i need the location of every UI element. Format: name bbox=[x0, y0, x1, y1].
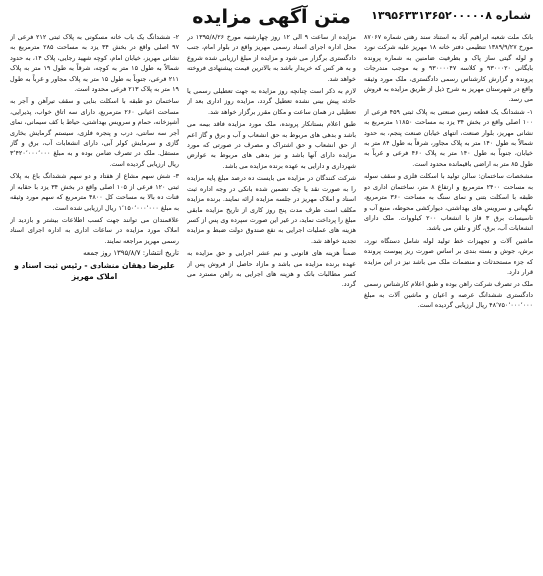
notice-columns bbox=[10, 32, 533, 562]
notice-header bbox=[10, 6, 533, 28]
paragraph: مشخصات ساختمان: سالن تولید با اسکلت فلزی و سقف سوله به مساحت ۲۴۰۰ مترمربع و ارتفاع ۸ متر، ساختمان اداری دو طبقه با اسکلت بتنی و نمای سنگ به مساحت ۳۶۰ مترمربع، نگهبانی و سرویس های بهداشتی، دیوارکشی محوطه، منبع آب و تاسیسات برق ۳ فاز با انشعاب ۲۰۰ کیلووات. ملک دارای انشعابات آب، برق، گاز و تلفن می باشد. bbox=[364, 172, 533, 233]
column-right bbox=[364, 32, 533, 562]
paragraph: ضمناً هزینه های قانونی و نیم عشر اجرایی و حق مزایده به عهده برنده مزایده می باشد و مازاد حاصل از فروش پس از کسر مطالبات بانک و هزینه های اجرایی به راهن مسترد می گردد. bbox=[187, 249, 356, 289]
paragraph: ساختمان دو طبقه با اسکلت بنایی و سقف تیرآهن و آجر به مساحت اعیانی ۲۶۰ مترمربع، دارای سه اتاق خواب، پذیرایی، آشپزخانه، حمام و سرویس بهداشتی، حیاط با کف سیمانی، نمای آجر سه سانتی، درب و پنجره فلزی، سیستم گرمایش بخاری گازی و سرمایش کولر آبی، دارای انشعابات آب، برق و گاز مستقل. ملک در تصرف ضامن بوده و به مبلغ ۳٬۴۲۰٬۰۰۰٬۰۰۰ ریال ارزیابی گردیده است. bbox=[10, 97, 179, 168]
signature-line: علیرضا دهقان منشادی - رئیس ثبت اسناد و املاک مهریز bbox=[14, 261, 175, 282]
paragraph: ۲- ششدانگ یک باب خانه مسکونی به پلاک ثبتی ۲۱۲ فرعی از ۹۷ اصلی واقع در بخش ۳۴ یزد به مساحت ۲۸۵ مترمربع به نشانی مهریز، خیابان امام، کوچه شهید رجایی، پلاک ۱۴، به حدود شمالاً به طول ۱۵ متر به کوچه، شرقاً به طول ۱۹ متر به پلاک ۲۱۱ فرعی، جنوباً به طول ۱۵ متر به پلاک مجاور و غرباً به طول ۱۹ متر به پلاک ۲۱۳ فرعی محدود است. bbox=[10, 33, 179, 94]
paragraph: علاقمندان می توانند جهت کسب اطلاعات بیشتر و بازدید از املاک مورد مزایده در ساعات اداری به اداره اجرای اسناد رسمی مهریز مراجعه نمایند. bbox=[10, 215, 179, 245]
notice-page bbox=[10, 6, 533, 568]
paragraph: مزایده از ساعت ۹ الی ۱۲ روز چهارشنبه مورخ ۱۳۹۵/۸/۲۶ در محل اداره اجرای اسناد رسمی مهریز واقع در بلوار امام، جنب دادگستری برگزار می شود و مزایده از مبلغ ارزیابی شده شروع و به هر کس که خریدار باشد به بالاترین قیمت پیشنهادی فروخته خواهد شد. bbox=[187, 33, 356, 83]
column-left bbox=[10, 32, 179, 562]
paragraph: ماشین آلات و تجهیزات خط تولید لوله شامل دستگاه نورد، برش، جوش و بسته بندی بر اساس صورت ریز پیوست پرونده که جزء مستحدثات و منضمات ملک می باشد نیز در این مزایده قرار دارد. bbox=[364, 236, 533, 276]
paragraph: شرکت کنندگان در مزایده می بایست ده درصد مبلغ پایه مزایده را به صورت نقد یا چک تضمین شده بانکی در وجه اداره ثبت اسناد و املاک مهریز در جلسه مزایده ارائه نمایند. برنده مزایده مکلف است ظرف مدت پنج روز کاری از تاریخ مزایده مابقی مبلغ را پرداخت نماید، در غیر این صورت سپرده وی پس از کسر هزینه های عملیات اجرایی به نفع صندوق دولت ضبط و مزایده تجدید خواهد شد. bbox=[187, 174, 356, 245]
paragraph: ۳- شش سهم مشاع از هفتاد و دو سهم ششدانگ باغ به پلاک ثبتی ۱۲۰ فرعی از ۱۰۵ اصلی واقع در بخش ۳۴ یزد با حقابه از قنات ده بالا به مساحت کل ۴۸۰۰ مترمربع که سهم مورد وثیقه به مبلغ ۱٬۱۵۰٬۰۰۰٬۰۰۰ ریال ارزیابی شده است. bbox=[10, 172, 179, 212]
paragraph: بانک ملت شعبه ابراهیم آباد به استناد سند رهنی شماره ۸۷۰۶۷ مورخ ۱۳۸۹/۹/۲۷ تنظیمی دفتر خانه ۱۸ مهریز علیه شرکت نورد و لوله گیتی ساز پاک و بطرفیت ضامنین به شماره پرونده بایگانی ۹۳۰۰۰۲۰ و کلاسه ۹۳۰۰۰۰۴۷ و به موجب مندرجات پرونده و گزارش کارشناس رسمی دادگستری، ملک مورد وثیقه واقع در شهرستان مهریز به شرح ذیل از طریق مزایده به فروش می رسد. bbox=[364, 33, 533, 104]
paragraph: لازم به ذکر است چنانچه روز مزایده به جهت تعطیلی رسمی یا حادثه پیش بینی نشده تعطیل گردد، مزایده روز اداری بعد از تعطیلی در همان ساعت و مکان مقرر برگزار خواهد شد. bbox=[187, 87, 356, 116]
column-middle bbox=[187, 32, 356, 562]
paragraph: ملک در تصرف شرکت راهن بوده و طبق اعلام کارشناس رسمی دادگستری ششدانگ عرصه و اعیان و ماشین آلات به مبلغ ۴۸٬۷۵۰٬۰۰۰٬۰۰۰ ریال ارزیابی گردیده است. bbox=[364, 280, 533, 310]
paragraph: ۱- ششدانگ یک قطعه زمین صنعتی به پلاک ثبتی ۴۵۹ فرعی از ۱۰۰ اصلی واقع در بخش ۳۴ یزد به مساحت ۱۱۸۵۰ مترمربع به نشانی مهریز، بلوار صنعت، انتهای خیابان صنعت پنجم، به حدود شمالاً به طول ۱۴۰ متر به پلاک مجاور، شرقاً به طول ۸۴ متر به خیابان، جنوباً به طول ۱۴۰ متر به پلاک ۴۶۰ فرعی و غرباً به طول ۸۵ متر به اراضی باقیمانده محدود است. bbox=[364, 107, 533, 168]
notice-title: متن آگهی مزایده bbox=[192, 6, 351, 28]
publish-date: تاریخ انتشار: ۱۳۹۵/۸/۷ روز جمعه bbox=[83, 249, 179, 258]
reference-number: شماره ۱۳۹۵۶۳۳۱۳۶۵۲۰۰۰۰۰۸ bbox=[371, 9, 531, 22]
paragraph: طبق اعلام بستانکار پرونده، ملک مورد مزایده فاقد بیمه می باشد و بدهی های مربوط به حق انشعاب و آب و برق و گاز اعم از حق انشعاب و حق اشتراک و مصرف در صورتی که مورد مزایده دارای آنها باشد و نیز بدهی های مربوط به عوارض شهرداری و دارایی به عهده برنده مزایده می باشد. bbox=[187, 120, 356, 170]
